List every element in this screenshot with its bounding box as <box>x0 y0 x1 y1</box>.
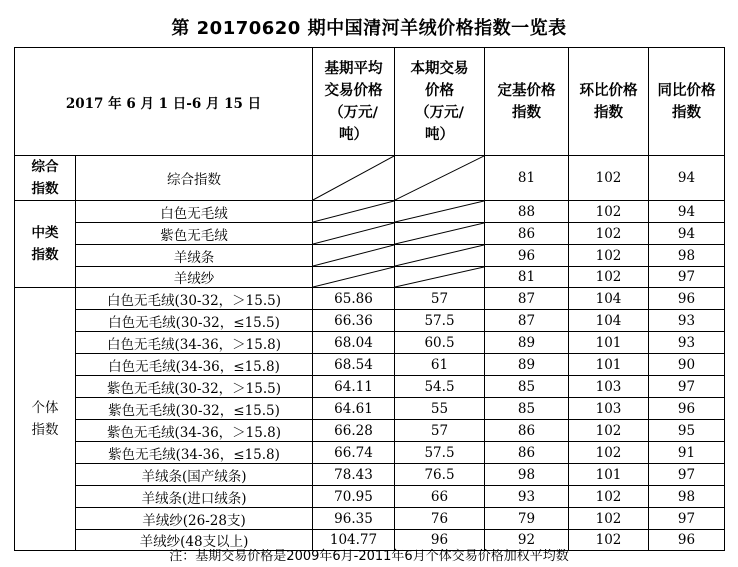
footnote: 注：基期交易价格是2009年6月-2011年6月个体交易价格加权平均数 <box>169 549 569 564</box>
yoy-index-cell: 93 <box>649 310 725 332</box>
yoy-index-cell: 98 <box>649 245 725 267</box>
mom-index-cell: 104 <box>569 310 649 332</box>
item-name: 紫色无毛绒(30-32，≤15.5) <box>76 398 313 420</box>
fixed-index-cell: 89 <box>485 332 569 354</box>
yoy-index-cell: 93 <box>649 332 725 354</box>
individual-row <box>15 442 725 464</box>
individual-row <box>15 310 725 332</box>
base-price-cell: 65.86 <box>313 288 395 310</box>
current-price-cell: 57.5 <box>395 310 485 332</box>
base-price-cell: 104.77 <box>313 530 395 551</box>
mom-index-cell: 101 <box>569 332 649 354</box>
individual-row <box>15 508 725 530</box>
base-price-cell: 66.36 <box>313 310 395 332</box>
base-price-cell: 64.61 <box>313 398 395 420</box>
item-name: 羊绒条 <box>76 245 313 267</box>
base-price-empty-cell <box>313 223 395 245</box>
mom-index-cell: 102 <box>569 420 649 442</box>
period-header: 2017 年 6 月 1 日-6 月 15 日 <box>15 48 313 156</box>
individual-row <box>15 420 725 442</box>
individual-category-label: 个体 指数 <box>15 288 76 551</box>
mom-index-cell: 102 <box>569 223 649 245</box>
base-price-empty-cell <box>313 156 395 201</box>
item-name: 综合指数 <box>76 156 313 201</box>
item-name: 白色无毛绒(30-32，≤15.5) <box>76 310 313 332</box>
item-name: 白色无毛绒(34-36，≤15.8) <box>76 354 313 376</box>
current-price-empty-cell <box>395 267 485 288</box>
current-price-empty-cell <box>395 201 485 223</box>
fixed-index-cell: 98 <box>485 464 569 486</box>
mom-index-cell: 102 <box>569 486 649 508</box>
fixed-index-cell: 88 <box>485 201 569 223</box>
middle-row <box>15 223 725 245</box>
item-name: 紫色无毛绒(30-32，＞15.5) <box>76 376 313 398</box>
item-name: 白色无毛绒(30-32，＞15.5) <box>76 288 313 310</box>
mom-index-cell: 102 <box>569 442 649 464</box>
mom-index-cell: 103 <box>569 398 649 420</box>
fixed-index-cell: 87 <box>485 310 569 332</box>
mom-index-cell: 104 <box>569 288 649 310</box>
fixed-index-cell: 85 <box>485 398 569 420</box>
middle-row <box>15 245 725 267</box>
yoy-index-cell: 96 <box>649 530 725 551</box>
current-price-cell: 76.5 <box>395 464 485 486</box>
current-price-header: 本期交易 价格 （万元/ 吨） <box>395 48 485 156</box>
individual-row <box>15 332 725 354</box>
item-name: 紫色无毛绒(34-36，≤15.8) <box>76 442 313 464</box>
individual-row <box>15 354 725 376</box>
price-index-table <box>14 47 725 551</box>
base-price-cell: 68.54 <box>313 354 395 376</box>
mom-index-cell: 102 <box>569 156 649 201</box>
base-price-cell: 78.43 <box>313 464 395 486</box>
item-name: 白色无毛绒(34-36，＞15.8) <box>76 332 313 354</box>
individual-row <box>15 376 725 398</box>
yoy-index-cell: 97 <box>649 464 725 486</box>
item-name: 羊绒纱(48支以上) <box>76 530 313 551</box>
mom-index-cell: 103 <box>569 376 649 398</box>
fixed-base-index-header: 定基价格 指数 <box>485 48 569 156</box>
yoy-index-cell: 96 <box>649 288 725 310</box>
individual-row <box>15 464 725 486</box>
item-name: 羊绒纱(26-28支) <box>76 508 313 530</box>
fixed-index-cell: 93 <box>485 486 569 508</box>
fixed-index-cell: 79 <box>485 508 569 530</box>
fixed-index-cell: 89 <box>485 354 569 376</box>
mom-index-cell: 102 <box>569 245 649 267</box>
mom-index-cell: 102 <box>569 530 649 551</box>
fixed-index-cell: 87 <box>485 288 569 310</box>
middle-category-label: 中类 指数 <box>15 201 76 288</box>
base-price-cell: 66.74 <box>313 442 395 464</box>
fixed-index-cell: 81 <box>485 267 569 288</box>
current-price-cell: 76 <box>395 508 485 530</box>
yoy-index-cell: 90 <box>649 354 725 376</box>
item-name: 羊绒条(进口绒条) <box>76 486 313 508</box>
current-price-cell: 61 <box>395 354 485 376</box>
base-price-header: 基期平均 交易价格 （万元/ 吨） <box>313 48 395 156</box>
base-price-cell: 96.35 <box>313 508 395 530</box>
base-price-cell: 68.04 <box>313 332 395 354</box>
composite-category-label: 综合 指数 <box>15 156 76 201</box>
current-price-cell: 57 <box>395 420 485 442</box>
yoy-index-cell: 98 <box>649 486 725 508</box>
base-price-cell: 66.28 <box>313 420 395 442</box>
header-row <box>15 48 725 156</box>
mom-index-cell: 102 <box>569 508 649 530</box>
item-name: 羊绒条(国产绒条) <box>76 464 313 486</box>
fixed-index-cell: 86 <box>485 420 569 442</box>
yoy-index-cell: 97 <box>649 267 725 288</box>
mom-index-cell: 102 <box>569 267 649 288</box>
individual-row <box>15 398 725 420</box>
base-price-cell: 70.95 <box>313 486 395 508</box>
yoy-index-cell: 94 <box>649 156 725 201</box>
item-name: 白色无毛绒 <box>76 201 313 223</box>
fixed-index-cell: 86 <box>485 223 569 245</box>
yoy-index-cell: 96 <box>649 398 725 420</box>
fixed-index-cell: 96 <box>485 245 569 267</box>
current-price-cell: 66 <box>395 486 485 508</box>
yoy-index-cell: 97 <box>649 376 725 398</box>
yoy-index-cell: 97 <box>649 508 725 530</box>
base-price-empty-cell <box>313 245 395 267</box>
mom-index-cell: 102 <box>569 201 649 223</box>
item-name: 紫色无毛绒(34-36，＞15.8) <box>76 420 313 442</box>
current-price-cell: 57.5 <box>395 442 485 464</box>
fixed-index-cell: 92 <box>485 530 569 551</box>
item-name: 羊绒纱 <box>76 267 313 288</box>
base-price-empty-cell <box>313 267 395 288</box>
current-price-cell: 57 <box>395 288 485 310</box>
individual-row <box>15 288 725 310</box>
base-price-empty-cell <box>313 201 395 223</box>
base-price-cell: 64.11 <box>313 376 395 398</box>
current-price-cell: 96 <box>395 530 485 551</box>
yoy-index-header: 同比价格 指数 <box>649 48 725 156</box>
mom-index-cell: 101 <box>569 354 649 376</box>
fixed-index-cell: 85 <box>485 376 569 398</box>
yoy-index-cell: 94 <box>649 201 725 223</box>
current-price-cell: 54.5 <box>395 376 485 398</box>
individual-row <box>15 486 725 508</box>
page-title: 第 20170620 期中国清河羊绒价格指数一览表 <box>171 18 567 39</box>
fixed-index-cell: 86 <box>485 442 569 464</box>
current-price-empty-cell <box>395 156 485 201</box>
yoy-index-cell: 95 <box>649 420 725 442</box>
current-price-cell: 60.5 <box>395 332 485 354</box>
current-price-cell: 55 <box>395 398 485 420</box>
yoy-index-cell: 94 <box>649 223 725 245</box>
yoy-index-cell: 91 <box>649 442 725 464</box>
current-price-empty-cell <box>395 245 485 267</box>
item-name: 紫色无毛绒 <box>76 223 313 245</box>
composite-row <box>15 156 725 201</box>
middle-row <box>15 201 725 223</box>
middle-row <box>15 267 725 288</box>
current-price-empty-cell <box>395 223 485 245</box>
mom-index-cell: 101 <box>569 464 649 486</box>
mom-index-header: 环比价格 指数 <box>569 48 649 156</box>
fixed-index-cell: 81 <box>485 156 569 201</box>
